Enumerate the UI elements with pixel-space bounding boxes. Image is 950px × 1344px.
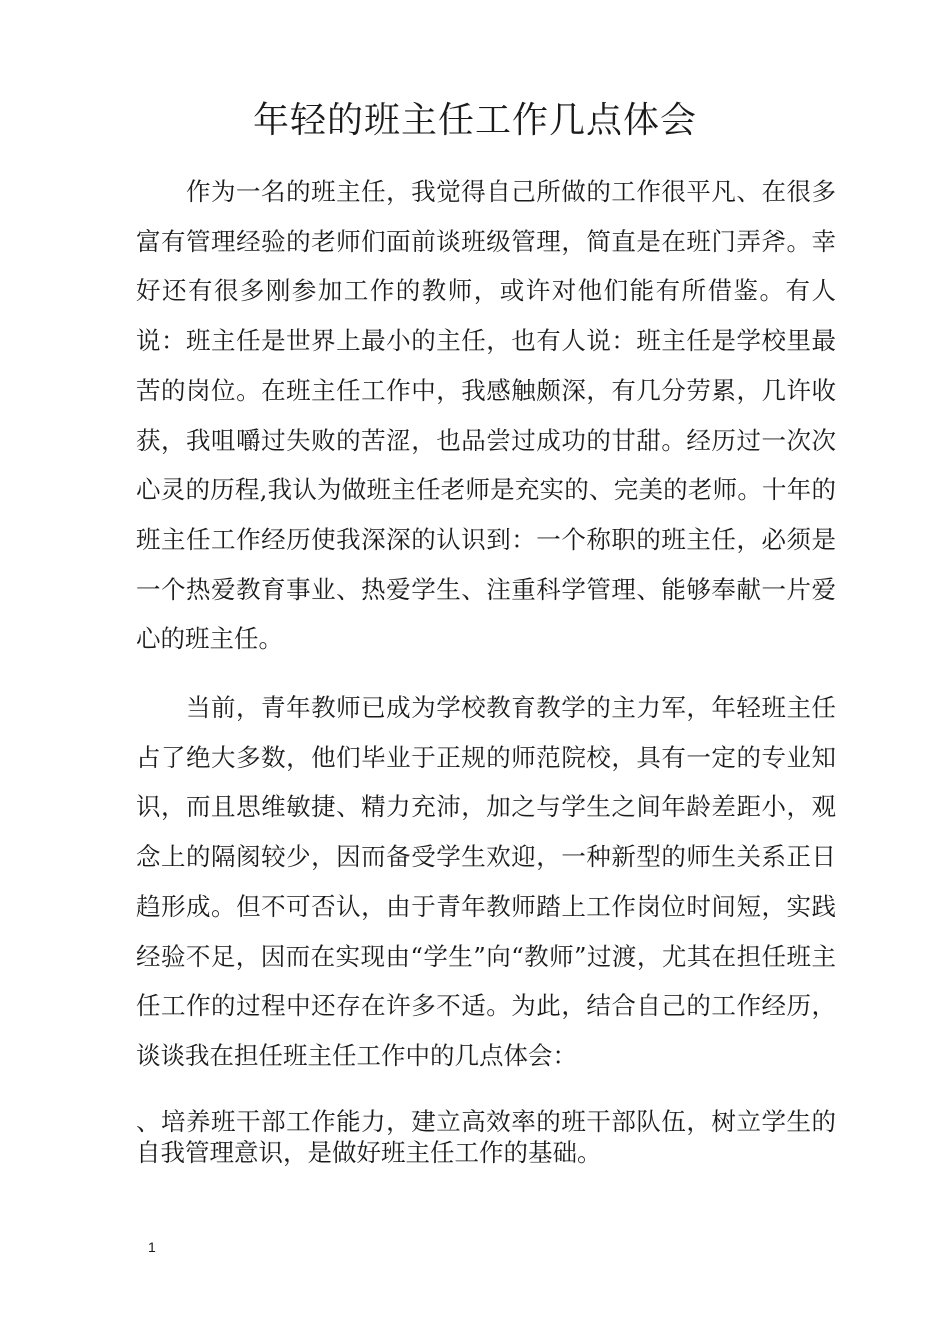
document-title: 年轻的班主任工作几点体会 (252, 100, 697, 141)
paragraph-context: 当前，青年教师已成为学校教育教学的主力军，年轻班主任占了绝大多数，他们毕业于正规的师范院校，具有一定的专业知识，而且思维敏捷、精力充沛，加之与学生之间年龄差距小，观念上的隔阂较少，因而备受学生欢迎，一种新型的师生关系正日趋形成。但不可否认，由于青年教师踏上工作岗位时间短，实践经验不足，因而在实现由“学生”向“教师”过渡，尤其在担任班主任工作的过程中还存在许多不适。为此，结合自己的工作经历，谈谈我在担任班主任工作中的几点体会： (136, 693, 836, 1070)
page-number: 1 (148, 1239, 156, 1255)
paragraph-intro: 作为一名的班主任，我觉得自己所做的工作很平凡、在很多富有管理经验的老师们面前谈班级管理，简直是在班门弄斧。幸好还有很多刚参加工作的教师，或许对他们能有所借鉴。有人说：班主任是世界上最小的主任，也有人说：班主任是学校里最苦的岗位。在班主任工作中，我感触颇深，有几分劳累，几许收获，我咀嚼过失败的苦涩，也品尝过成功的甘甜。经历过一次次心灵的历程,我认为做班主任老师是充实的、完美的老师。十年的班主任工作经历使我深深的认识到：一个称职的班主任，必须是一个热爱教育事业、热爱学生、注重科学管理、能够奉献一片爱心的班主任。 (136, 177, 836, 654)
section-heading: 、培养班干部工作能力，建立高效率的班干部队伍，树立学生的自我管理意识，是做好班主任工作的基础。 (136, 1107, 836, 1167)
